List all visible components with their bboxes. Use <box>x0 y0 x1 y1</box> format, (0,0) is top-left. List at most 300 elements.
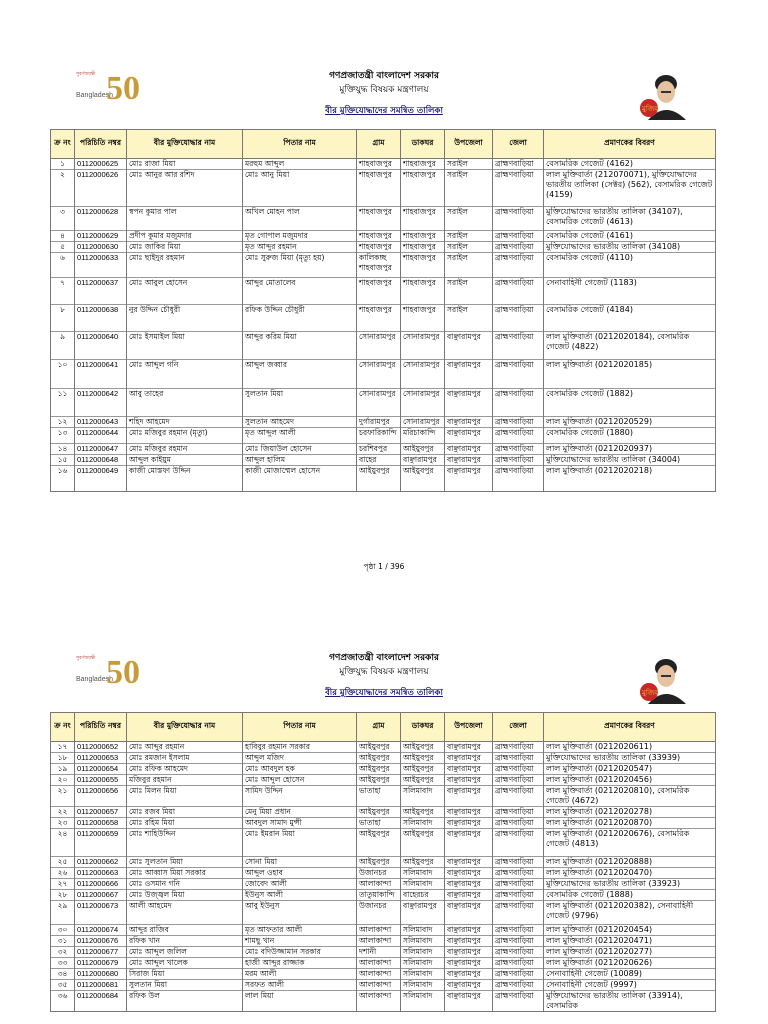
cell-father: ইউনুস আলী <box>243 890 357 901</box>
cell-serial: ২১ <box>51 786 75 807</box>
table-row <box>51 753 716 764</box>
cell-father: সুলতান মিয়া <box>243 389 357 417</box>
cell-upazila: বাঞ্ছারামপুর <box>445 958 493 969</box>
logo-country-text: Bangladesh <box>76 676 113 683</box>
cell-id: 0112000642 <box>75 389 127 417</box>
cell-id: 0112000666 <box>75 879 127 890</box>
cell-upazila: বাঞ্ছারামপুর <box>445 868 493 879</box>
cell-upazila: বাঞ্ছারামপুর <box>445 857 493 868</box>
cell-serial: ৯ <box>51 332 75 360</box>
cell-proof: বেসামরিক গেজেট (4162) <box>544 159 716 170</box>
cell-serial: ১৫ <box>51 455 75 466</box>
cell-serial: ২৭ <box>51 879 75 890</box>
cell-upazila: সরাইল <box>445 159 493 170</box>
cell-proof: লাল মুক্তিবার্তা (0212020547) <box>544 764 716 775</box>
col-id: পরিচিতি নম্বর <box>75 713 127 742</box>
cell-village: শাহবাজপুর <box>357 305 401 332</box>
cell-father: অখিল মোহন পাল <box>243 207 357 231</box>
cell-district: ব্রাহ্মণবাড়িয়া <box>493 242 544 253</box>
table-row <box>51 947 716 958</box>
cell-id: 0112000680 <box>75 969 127 980</box>
cell-upazila: সরাইল <box>445 278 493 305</box>
table-row <box>51 879 716 890</box>
cell-village: ভাতাহা <box>357 818 401 829</box>
cell-serial: ৬ <box>51 253 75 278</box>
cell-upazila: বাঞ্ছারামপুর <box>445 389 493 417</box>
cell-serial: ৭ <box>51 278 75 305</box>
cell-post: শাহবাজপুর <box>401 242 445 253</box>
cell-father: সরফত আলী <box>243 980 357 991</box>
col-proof: প্রমাণকের বিবরণ <box>544 713 716 742</box>
cell-district: ব্রাহ্মণবাড়িয়া <box>493 958 544 969</box>
cell-name: মোঃ মজিবুর রহমান <box>127 444 243 455</box>
cell-name: মোঃ উজ্জ্বল মিয়া <box>127 890 243 901</box>
cell-id: 0112000652 <box>75 742 127 753</box>
cell-post: সলিমাবাদ <box>401 786 445 807</box>
cell-id: 0112000647 <box>75 444 127 455</box>
cell-name: আব্দুল কাইয়ুম <box>127 455 243 466</box>
cell-upazila: বাঞ্ছারামপুর <box>445 969 493 980</box>
cell-upazila: বাঞ্ছারামপুর <box>445 925 493 936</box>
cell-post: শাহবাজপুর <box>401 305 445 332</box>
cell-proof: বেসামরিক গেজেট (4161) <box>544 231 716 242</box>
cell-upazila: বাঞ্ছারামপুর <box>445 428 493 444</box>
cell-district: ব্রাহ্মণবাড়িয়া <box>493 901 544 925</box>
cell-serial: ৩২ <box>51 947 75 958</box>
cell-proof: লাল মুক্তিবার্তা (0212020611) <box>544 742 716 753</box>
table-row <box>51 818 716 829</box>
cell-village: আইয়ুবপুর <box>357 753 401 764</box>
cell-post: আইয়ুবপুর <box>401 764 445 775</box>
cell-id: 0112000656 <box>75 786 127 807</box>
cell-father: হাবিবুর রহমান সরকার <box>243 742 357 753</box>
cell-serial: ১৩ <box>51 428 75 444</box>
cell-father: জোবেদ আলী <box>243 879 357 890</box>
cell-id: 0112000648 <box>75 455 127 466</box>
freedom-fighters-table <box>50 712 716 1012</box>
cell-district: ব্রাহ্মণবাড়িয়া <box>493 455 544 466</box>
col-name: বীর মুক্তিযোদ্ধার নাম <box>127 130 243 159</box>
cell-post: সোনারামপুর <box>401 389 445 417</box>
cell-name: মোঃ মজিবুর রহমান (মৃত্যু) <box>127 428 243 444</box>
cell-village: আলাকান্দা <box>357 969 401 980</box>
cell-id: 0112000629 <box>75 231 127 242</box>
cell-father: কাজী মোজাম্মেল হোসেন <box>243 466 357 492</box>
cell-id: 0112000658 <box>75 818 127 829</box>
cell-id: 0112000626 <box>75 170 127 207</box>
cell-name: মোঃ ছাইদুর রহমান <box>127 253 243 278</box>
col-serial: ক্র নং <box>51 713 75 742</box>
cell-father: মোঃ সুরুজ মিয়া (মৃত্যু হয়) <box>243 253 357 278</box>
cell-id: 0112000663 <box>75 868 127 879</box>
cell-name: রফিক উল <box>127 991 243 1012</box>
cell-district: ব্রাহ্মণবাড়িয়া <box>493 980 544 991</box>
cell-post: সলিমাবাদ <box>401 818 445 829</box>
table-row <box>51 936 716 947</box>
cell-district: ব্রাহ্মণবাড়িয়া <box>493 159 544 170</box>
cell-proof: সেনাবাহিনী গেজেট (10089) <box>544 969 716 980</box>
cell-father: মোঃ ইমরান মিয়া <box>243 829 357 857</box>
cell-father: মেনু মিয়া প্রধান <box>243 807 357 818</box>
cell-proof: লাল মুক্তিবার্তা (0212020471) <box>544 936 716 947</box>
cell-district: ব্রাহ্মণবাড়িয়া <box>493 936 544 947</box>
cell-serial: ২৬ <box>51 868 75 879</box>
cell-proof: লাল মুক্তিবার্তা (0212020277) <box>544 947 716 958</box>
cell-village: আলাকান্দা <box>357 925 401 936</box>
cell-father: মোঃ বদিউজ্জামান সরকার <box>243 947 357 958</box>
cell-village: শাহবাজপুর <box>357 207 401 231</box>
cell-name: মোঃ রহিম মিয়া <box>127 818 243 829</box>
logo-country-text: Bangladesh <box>76 92 113 99</box>
cell-district: ব্রাহ্মণবাড়িয়া <box>493 764 544 775</box>
portrait-caption: মুজিব <box>642 689 659 697</box>
cell-post: সলিমাবাদ <box>401 925 445 936</box>
cell-father: আব্দুল ওহাব <box>243 868 357 879</box>
cell-district: ব্রাহ্মণবাড়িয়া <box>493 925 544 936</box>
cell-serial: ৩৬ <box>51 991 75 1012</box>
cell-name: মোঃ রমজান ইসলাম <box>127 753 243 764</box>
cell-village: সোনারামপুর <box>357 332 401 360</box>
cell-post: শাহবাজপুর <box>401 207 445 231</box>
cell-post: মরিচাকান্দি <box>401 428 445 444</box>
cell-proof: লাল মুক্তিবার্তা (0212020185) <box>544 360 716 389</box>
cell-proof: লাল মুক্তিবার্তা (212070071), মুক্তিযোদ্ধাদের ভারতীয় তালিকা (সেক্টর) (562), বেসামরিক গেজেট (4159) <box>544 170 716 207</box>
cell-proof: বেসামরিক গেজেট (4110) <box>544 253 716 278</box>
cell-serial: ১৭ <box>51 742 75 753</box>
cell-upazila: বাঞ্ছারামপুর <box>445 936 493 947</box>
cell-post: সলিমাবাদ <box>401 879 445 890</box>
cell-district: ব্রাহ্মণবাড়িয়া <box>493 417 544 428</box>
cell-name: মোঃ আব্দুল খালেক <box>127 958 243 969</box>
cell-post: আইয়ুবপুর <box>401 444 445 455</box>
table-row <box>51 829 716 857</box>
table-row <box>51 868 716 879</box>
col-father: পিতার নাম <box>243 713 357 742</box>
cell-name: আব্দুর রাজিব <box>127 925 243 936</box>
table-row <box>51 969 716 980</box>
cell-name: শহিদ আহমেদ <box>127 417 243 428</box>
cell-upazila: বাঞ্ছারামপুর <box>445 786 493 807</box>
cell-upazila: সরাইল <box>445 242 493 253</box>
logo-small-text: সুবর্ণজয়ন্তী <box>76 656 96 661</box>
gov-title: গণপ্রজাতন্ত্রী বাংলাদেশ সরকার <box>329 71 439 81</box>
cell-village: আইয়ুবপুর <box>357 775 401 786</box>
cell-village: সোনারামপুর <box>357 360 401 389</box>
logo-small-text: সুবর্ণজয়ন্তী <box>76 72 96 77</box>
cell-post: আইয়ুবপুর <box>401 829 445 857</box>
cell-village: আইয়ুবপুর <box>357 857 401 868</box>
cell-name: মোঃ আব্বাস মিয়া সরকার <box>127 868 243 879</box>
cell-father: মরম আলী <box>243 969 357 980</box>
cell-village: আইয়ুবপুর <box>357 807 401 818</box>
cell-name: সিরাজ মিয়া <box>127 969 243 980</box>
cell-upazila: বাঞ্ছারামপুর <box>445 890 493 901</box>
cell-father: আবু ইউনুস <box>243 901 357 925</box>
cell-post: আইয়ুবপুর <box>401 466 445 492</box>
cell-post: আইয়ুবপুর <box>401 807 445 818</box>
cell-proof: মুক্তিযোদ্ধাদের ভারতীয় তালিকা (34107), বেসামরিক গেজেট (4613) <box>544 207 716 231</box>
cell-father: মোঃ জিয়াউল হোসেন <box>243 444 357 455</box>
cell-proof: মুক্তিযোদ্ধাদের ভারতীয় তালিকা (33939) <box>544 753 716 764</box>
table-row <box>51 807 716 818</box>
col-upazila: উপজেলা <box>445 130 493 159</box>
cell-district: ব্রাহ্মণবাড়িয়া <box>493 231 544 242</box>
col-post: ডাকঘর <box>401 130 445 159</box>
table-row <box>51 890 716 901</box>
cell-name: স্বপন কুমার পাল <box>127 207 243 231</box>
cell-father: শামছু খান <box>243 936 357 947</box>
cell-name: মোঃ আব্দুল জলিল <box>127 947 243 958</box>
cell-proof: বেসামরিক গেজেট (1888) <box>544 890 716 901</box>
cell-district: ব্রাহ্মণবাড়িয়া <box>493 170 544 207</box>
cell-name: মোঃ আবুল হোসেন <box>127 278 243 305</box>
cell-name: রফিক খান <box>127 936 243 947</box>
cell-proof: লাল মুক্তিবার্তা (0212020676), বেসামরিক গেজেট (4813) <box>544 829 716 857</box>
cell-upazila: সরাইল <box>445 231 493 242</box>
cell-name: কাজী মোস্তফা উদ্দিন <box>127 466 243 492</box>
cell-father: মৃত আব্দুর রহমান <box>243 242 357 253</box>
cell-district: ব্রাহ্মণবাড়িয়া <box>493 305 544 332</box>
cell-serial: ২ <box>51 170 75 207</box>
cell-post: সোনারামপুর <box>401 332 445 360</box>
cell-proof: লাল মুক্তিবার্তা (0212020456) <box>544 775 716 786</box>
list-title: বীর মুক্তিযোদ্ধাদের সমন্বিত তালিকা <box>325 106 443 116</box>
cell-serial: ২৮ <box>51 890 75 901</box>
ministry-title: মুক্তিযুদ্ধ বিষয়ক মন্ত্রণালয় <box>339 667 429 677</box>
table-row <box>51 742 716 753</box>
cell-id: 0112000654 <box>75 764 127 775</box>
cell-serial: ২৫ <box>51 857 75 868</box>
page-number: পৃষ্ঠা 1 / 396 <box>363 562 405 571</box>
cell-id: 0112000657 <box>75 807 127 818</box>
ministry-title: মুক্তিযুদ্ধ বিষয়ক মন্ত্রণালয় <box>339 85 429 95</box>
cell-proof: লাল মুক্তিবার্তা (0212020626) <box>544 958 716 969</box>
cell-district: ব্রাহ্মণবাড়িয়া <box>493 991 544 1012</box>
cell-serial: ৩৪ <box>51 969 75 980</box>
cell-district: ব্রাহ্মণবাড়িয়া <box>493 969 544 980</box>
cell-id: 0112000649 <box>75 466 127 492</box>
cell-serial: ২০ <box>51 775 75 786</box>
cell-serial: ৩১ <box>51 936 75 947</box>
cell-name: সুলতান মিয়া <box>127 980 243 991</box>
cell-serial: ৮ <box>51 305 75 332</box>
col-district: জেলা <box>493 130 544 159</box>
cell-upazila: বাঞ্ছারামপুর <box>445 807 493 818</box>
cell-proof: লাল মুক্তিবার্তা (0212020454) <box>544 925 716 936</box>
table-row <box>51 786 716 807</box>
cell-proof: বেসামরিক গেজেট (1882) <box>544 389 716 417</box>
cell-father: মৃত গোপাল মজুমদার <box>243 231 357 242</box>
cell-id: 0112000633 <box>75 253 127 278</box>
cell-district: ব্রাহ্মণবাড়িয়া <box>493 253 544 278</box>
col-father: পিতার নাম <box>243 130 357 159</box>
cell-village: ভাতাহা <box>357 786 401 807</box>
cell-id: 0112000653 <box>75 753 127 764</box>
cell-village: কালিকচ্ছ শাহবাজপুর <box>357 253 401 278</box>
cell-upazila: বাঞ্ছারামপুর <box>445 455 493 466</box>
cell-id: 0112000674 <box>75 925 127 936</box>
cell-proof: লাল মুক্তিবার্তা (0212020810), বেসামরিক গেজেট (4672) <box>544 786 716 807</box>
cell-name: মজিবুর রহমান <box>127 775 243 786</box>
cell-district: ব্রাহ্মণবাড়িয়া <box>493 444 544 455</box>
cell-proof: লাল মুক্তিবার্তা (0212020218) <box>544 466 716 492</box>
cell-proof: বেসামরিক গেজেট (4184) <box>544 305 716 332</box>
cell-name: আলী আহমেদ <box>127 901 243 925</box>
cell-serial: ১১ <box>51 389 75 417</box>
cell-id: 0112000643 <box>75 417 127 428</box>
cell-id: 0112000677 <box>75 947 127 958</box>
cell-upazila: বাঞ্ছারামপুর <box>445 901 493 925</box>
cell-serial: ১২ <box>51 417 75 428</box>
cell-id: 0112000679 <box>75 958 127 969</box>
cell-name: মোঃ রাজা মিয়া <box>127 159 243 170</box>
cell-serial: ২৩ <box>51 818 75 829</box>
cell-post: সলিমাবাদ <box>401 947 445 958</box>
cell-upazila: বাঞ্ছারামপুর <box>445 742 493 753</box>
cell-district: ব্রাহ্মণবাড়িয়া <box>493 879 544 890</box>
cell-serial: ১৯ <box>51 764 75 775</box>
cell-village: শাহবাজপুর <box>357 231 401 242</box>
cell-village: আইয়ুবপুর <box>357 829 401 857</box>
cell-upazila: বাঞ্ছারামপুর <box>445 829 493 857</box>
cell-village: শাহবাজপুর <box>357 159 401 170</box>
cell-district: ব্রাহ্মণবাড়িয়া <box>493 829 544 857</box>
cell-father: মরহুম আব্দুল <box>243 159 357 170</box>
table-row <box>51 764 716 775</box>
cell-father: মোঃ আবদুল হক <box>243 764 357 775</box>
table-row <box>51 958 716 969</box>
cell-serial: ১৬ <box>51 466 75 492</box>
gov-title: গণপ্রজাতন্ত্রী বাংলাদেশ সরকার <box>329 653 439 663</box>
cell-village: শাহবাজপুর <box>357 278 401 305</box>
cell-district: ব্রাহ্মণবাড়িয়া <box>493 753 544 764</box>
cell-id: 0112000637 <box>75 278 127 305</box>
cell-village: আইয়ুবপুর <box>357 764 401 775</box>
cell-id: 0112000662 <box>75 857 127 868</box>
cell-district: ব্রাহ্মণবাড়িয়া <box>493 466 544 492</box>
cell-district: ব্রাহ্মণবাড়িয়া <box>493 775 544 786</box>
cell-name: মোঃ আব্দুর রহমান <box>127 742 243 753</box>
cell-father: মৃত আফতার আলী <box>243 925 357 936</box>
cell-father: লাল মিয়া <box>243 991 357 1012</box>
cell-name: মোঃ শাহিউদ্দিন <box>127 829 243 857</box>
cell-village: আলাকান্দা <box>357 958 401 969</box>
cell-father: আব্দুল হালিম <box>243 455 357 466</box>
cell-serial: ১০ <box>51 360 75 389</box>
cell-upazila: বাঞ্ছারামপুর <box>445 753 493 764</box>
cell-village: দশানী <box>357 947 401 958</box>
cell-upazila: বাঞ্ছারামপুর <box>445 360 493 389</box>
cell-post: বাঞ্ছারামপুর <box>401 901 445 925</box>
cell-post: আইয়ুবপুর <box>401 742 445 753</box>
cell-name: মোঃ আনুর আর রশিদ <box>127 170 243 207</box>
cell-id: 0112000673 <box>75 901 127 925</box>
cell-father: সোনা মিয়া <box>243 857 357 868</box>
cell-proof: মুক্তিযোদ্ধাদের ভারতীয় তালিকা (34004) <box>544 455 716 466</box>
cell-post: সলিমাবাদ <box>401 936 445 947</box>
cell-name: আবু তাহের <box>127 389 243 417</box>
cell-village: শাহবাজপুর <box>357 170 401 207</box>
cell-district: ব্রাহ্মণবাড়িয়া <box>493 807 544 818</box>
cell-village: বাহের <box>357 455 401 466</box>
cell-village: উজানচর <box>357 868 401 879</box>
cell-village: আলাকান্দা <box>357 936 401 947</box>
cell-name: মোঃ জাকির মিয়া <box>127 242 243 253</box>
cell-proof: লাল মুক্তিবার্তা (0212020470) <box>544 868 716 879</box>
cell-district: ব্রাহ্মণবাড়িয়া <box>493 389 544 417</box>
cell-father: মোঃ আনু মিয়া <box>243 170 357 207</box>
cell-upazila: সরাইল <box>445 207 493 231</box>
cell-proof: সেনাবাহিনী গেজেট (9997) <box>544 980 716 991</box>
cell-name: প্রদীপ কুমার মজুমদার <box>127 231 243 242</box>
cell-name: মোঃ মিলন মিয়া <box>127 786 243 807</box>
cell-id: 0112000640 <box>75 332 127 360</box>
cell-village: আইয়ুবপুর <box>357 466 401 492</box>
cell-upazila: বাঞ্ছারামপুর <box>445 764 493 775</box>
cell-name: মোঃ সুলতান মিয়া <box>127 857 243 868</box>
cell-serial: ২৯ <box>51 901 75 925</box>
cell-post: শাহবাজপুর <box>401 170 445 207</box>
cell-post: সলিমাবাদ <box>401 958 445 969</box>
col-proof: প্রমাণকের বিবরণ <box>544 130 716 159</box>
cell-post: আইয়ুবপুর <box>401 775 445 786</box>
cell-id: 0112000628 <box>75 207 127 231</box>
cell-district: ব্রাহ্মণবাড়িয়া <box>493 786 544 807</box>
col-district: জেলা <box>493 713 544 742</box>
col-upazila: উপজেলা <box>445 713 493 742</box>
cell-father: মৃত আব্দুল আলী <box>243 428 357 444</box>
cell-post: সলিমাবাদ <box>401 991 445 1012</box>
cell-proof: বেসামরিক গেজেট (1880) <box>544 428 716 444</box>
cell-proof: লাল মুক্তিবার্তা (0212020870) <box>544 818 716 829</box>
cell-id: 0112000644 <box>75 428 127 444</box>
cell-name: মোঃ রফিক আহমেদ <box>127 764 243 775</box>
cell-district: ব্রাহ্মণবাড়িয়া <box>493 890 544 901</box>
cell-post: বাঞ্ছারামপুর <box>401 455 445 466</box>
cell-id: 0112000659 <box>75 829 127 857</box>
cell-name: মোঃ রজব মিয়া <box>127 807 243 818</box>
cell-serial: ১ <box>51 159 75 170</box>
cell-serial: ২২ <box>51 807 75 818</box>
cell-post: সোনারামপুর <box>401 417 445 428</box>
cell-post: বাহেরচর <box>401 890 445 901</box>
cell-name: মোঃ ইসমাইল মিয়া <box>127 332 243 360</box>
cell-village: চরফারিকান্দি <box>357 428 401 444</box>
col-village: গ্রাম <box>357 713 401 742</box>
cell-post: আইয়ুবপুর <box>401 857 445 868</box>
cell-district: ব্রাহ্মণবাড়িয়া <box>493 207 544 231</box>
cell-proof: লাল মুক্তিবার্তা (0212020888) <box>544 857 716 868</box>
cell-father: সামিদ উদ্দিন <box>243 786 357 807</box>
cell-serial: ৫ <box>51 242 75 253</box>
cell-father: আব্দুর মোতালেব <box>243 278 357 305</box>
cell-village: আলাকান্দা <box>357 991 401 1012</box>
cell-proof: লাল মুক্তিবার্তা (0212020184), বেসামরিক গেজেট (4822) <box>544 332 716 360</box>
cell-post: শাহবাজপুর <box>401 278 445 305</box>
cell-proof: মুক্তিযোদ্ধাদের ভারতীয় তালিকা (33923) <box>544 879 716 890</box>
cell-father: আব্দুল জব্বার <box>243 360 357 389</box>
cell-proof: মুক্তিযোদ্ধাদের ভারতীয় তালিকা (33914), বেসামরিক <box>544 991 716 1012</box>
cell-proof: লাল মুক্তিবার্তা (0212020382), সেনাবাহিনী গেজেট (9796) <box>544 901 716 925</box>
table-row <box>51 775 716 786</box>
cell-district: ব্রাহ্মণবাড়িয়া <box>493 818 544 829</box>
cell-upazila: বাঞ্ছারামপুর <box>445 980 493 991</box>
table-row <box>51 991 716 1012</box>
cell-serial: ১৮ <box>51 753 75 764</box>
cell-name: মোঃ ওসমান গনি <box>127 879 243 890</box>
cell-upazila: বাঞ্ছারামপুর <box>445 466 493 492</box>
table-body <box>51 742 716 1012</box>
